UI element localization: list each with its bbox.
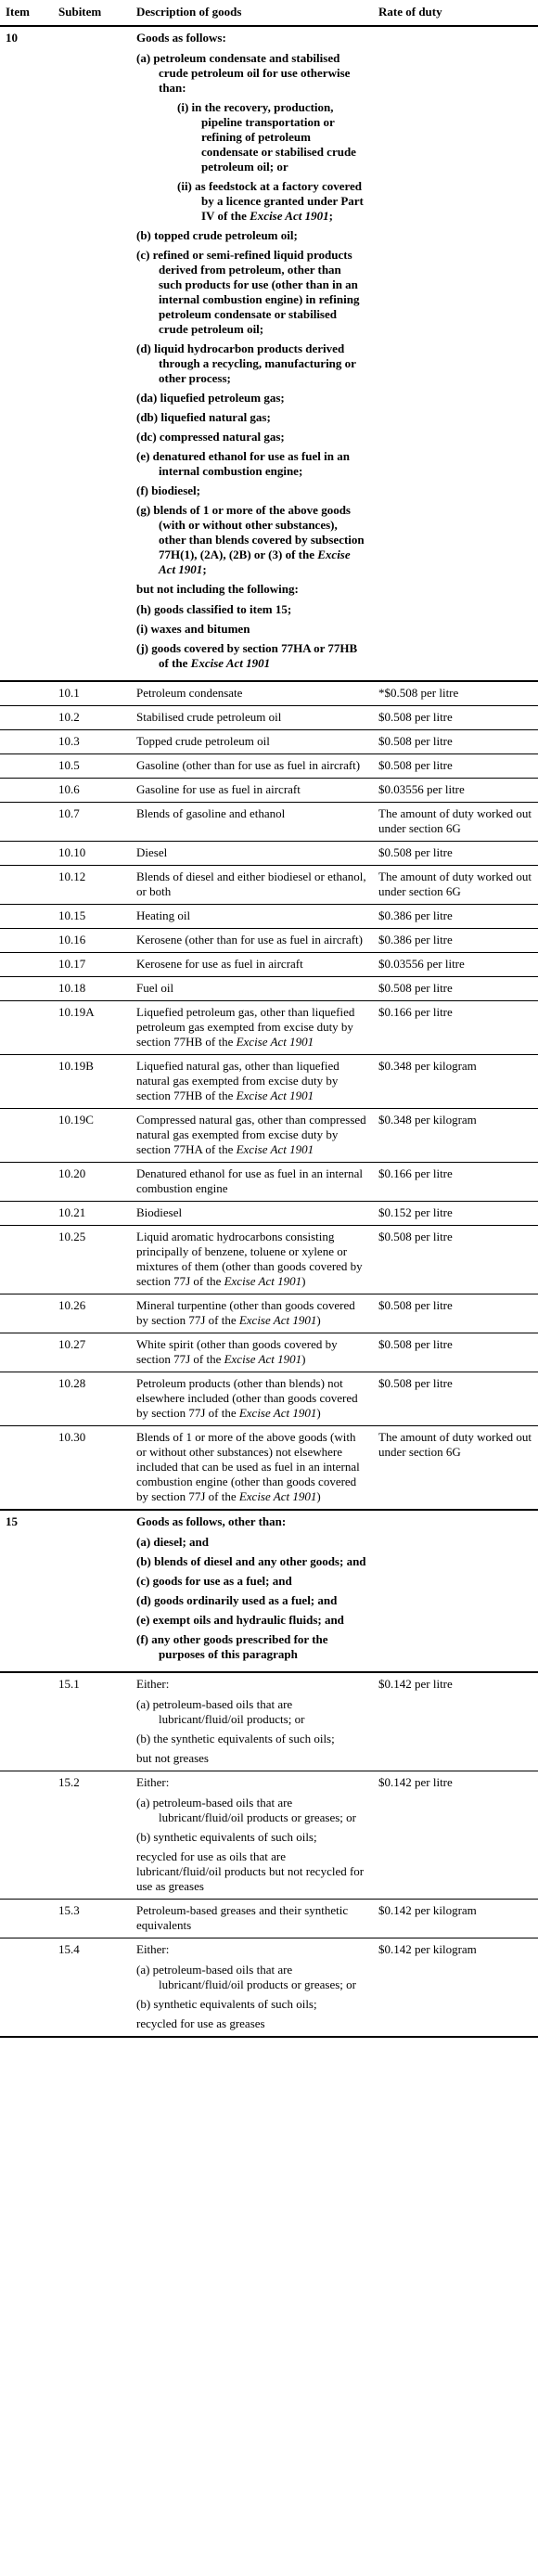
header-description: Description of goods — [131, 0, 373, 26]
table-row — [0, 905, 538, 929]
subitem-description: Topped crude petroleum oil — [131, 730, 373, 754]
item-15-description — [131, 1510, 373, 1672]
subitem-number: 10.19C — [53, 1109, 131, 1163]
item-15-intro: Goods as follows, other than: — [136, 1514, 287, 1528]
table-row — [0, 1938, 538, 2038]
subitem-rate: $0.03556 per litre — [373, 953, 538, 977]
subitem-description: Blends of diesel and either biodiesel or ethanol, or both — [131, 866, 373, 905]
header-item: Item — [0, 0, 53, 26]
item-10-para-j: (j) goods covered by section 77HA or 77HB of the Excise Act 1901 — [136, 641, 358, 670]
item-10-para-a-ii: (ii) as feedstock at a factory covered by a licence granted under Part IV of the Excise Act 1901; — [177, 179, 364, 223]
subitem-number: 10.16 — [53, 929, 131, 953]
subitem-description: Blends of gasoline and ethanol — [131, 803, 373, 842]
table-row — [0, 1163, 538, 1202]
item-10-para-db: (db) liquefied natural gas; — [136, 410, 271, 424]
table-row — [0, 977, 538, 1001]
subitem-description: Heating oil — [131, 905, 373, 929]
subitem-rate: $0.142 per litre — [373, 1771, 538, 1900]
item-10-para-h: (h) goods classified to item 15; — [136, 602, 292, 616]
table-row — [0, 1226, 538, 1294]
subitem-description: Mineral turpentine (other than goods covered by section 77J of the Excise Act 1901) — [131, 1294, 373, 1333]
subitem-description: Liquid aromatic hydrocarbons consisting principally of benzene, toluene or xylene or mixtures of them (other than goods covered by section 77J of the Excise Act 1901) — [131, 1226, 373, 1294]
subitem-description: Liquefied natural gas, other than liquefied natural gas exempted from excise duty by section 77HB of the Excise Act 1901 — [131, 1055, 373, 1109]
subitem-description: Liquefied petroleum gas, other than liquefied petroleum gas exempted from excise duty by section 77HB of the Excise Act 1901 — [131, 1001, 373, 1055]
subitem-number: 10.18 — [53, 977, 131, 1001]
subitem-description: Biodiesel — [131, 1202, 373, 1226]
table-row — [0, 1001, 538, 1055]
item-15-para-c: (c) goods for use as a fuel; and — [136, 1574, 292, 1588]
item-10-para-da: (da) liquefied petroleum gas; — [136, 391, 285, 405]
subitem-rate: $0.348 per kilogram — [373, 1055, 538, 1109]
subitem-number: 15.1 — [53, 1672, 131, 1771]
subitem-number: 10.2 — [53, 706, 131, 730]
subitem-number: 10.25 — [53, 1226, 131, 1294]
subitem-rate: $0.386 per litre — [373, 905, 538, 929]
item-10-para-b: (b) topped crude petroleum oil; — [136, 228, 298, 242]
table-row — [0, 1202, 538, 1226]
table-row — [0, 803, 538, 842]
subitem-rate: $0.166 per litre — [373, 1001, 538, 1055]
item-10-exclusions-intro: but not including the following: — [136, 582, 299, 596]
subitem-rate: $0.508 per litre — [373, 842, 538, 866]
subitem-number: 10.7 — [53, 803, 131, 842]
subitem-number: 10.6 — [53, 779, 131, 803]
subitem-rate: The amount of duty worked out under section 6G — [373, 866, 538, 905]
item-10-intro: Goods as follows: — [136, 31, 226, 45]
subitem-rate: $0.142 per kilogram — [373, 1900, 538, 1938]
subitem-number: 10.10 — [53, 842, 131, 866]
item-10-para-a: (a) petroleum condensate and stabilised crude petroleum oil for use otherwise than: — [136, 51, 351, 95]
item-10-subitems — [0, 681, 538, 1510]
table-row — [0, 706, 538, 730]
table-row — [0, 681, 538, 706]
subitem-number: 10.15 — [53, 905, 131, 929]
item-10-para-d: (d) liquid hydrocarbon products derived through a recycling, manufacturing or other process; — [136, 341, 356, 385]
subitem-description: Kerosene for use as fuel in aircraft — [131, 953, 373, 977]
subitem-rate: $0.508 per litre — [373, 1333, 538, 1372]
table-row — [0, 1426, 538, 1511]
table-row — [0, 1900, 538, 1938]
subitem-number: 10.17 — [53, 953, 131, 977]
subitem-description: Kerosene (other than for use as fuel in aircraft) — [131, 929, 373, 953]
item-15-para-b: (b) blends of diesel and any other goods; and — [136, 1554, 366, 1568]
table-row — [0, 842, 538, 866]
subitem-number: 15.2 — [53, 1771, 131, 1900]
subitem-number: 10.19B — [53, 1055, 131, 1109]
item-10-para-e: (e) denatured ethanol for use as fuel in an internal combustion engine; — [136, 449, 350, 478]
subitem-rate: $0.142 per litre — [373, 1672, 538, 1771]
table-row — [0, 953, 538, 977]
subitem-number: 10.20 — [53, 1163, 131, 1202]
subitem-number: 10.28 — [53, 1372, 131, 1426]
subitem-description: Stabilised crude petroleum oil — [131, 706, 373, 730]
subitem-description: Compressed natural gas, other than compressed natural gas exempted from excise duty by section 77HA of the Excise Act 1901 — [131, 1109, 373, 1163]
subitem-number: 10.5 — [53, 754, 131, 779]
subitem-description: Petroleum-based greases and their synthetic equivalents — [131, 1900, 373, 1938]
item-10-description — [131, 26, 373, 681]
subitem-number: 10.12 — [53, 866, 131, 905]
subitem-rate: $0.508 per litre — [373, 1226, 538, 1294]
item-10-para-a-i: (i) in the recovery, production, pipeline transportation or refining of petroleum condensate or stabilised crude petroleum oil; or — [177, 100, 356, 174]
subitem-number: 10.19A — [53, 1001, 131, 1055]
subitem-description: White spirit (other than goods covered by section 77J of the Excise Act 1901) — [131, 1333, 373, 1372]
subitem-description: Either: (a) petroleum-based oils that are lubricant/fluid/oil products or greases; or (b) synthetic equivalents of such oils; recycled for use as oils that are lubricant/fluid/oil products but not recycled for use as greases — [131, 1771, 373, 1900]
subitem-rate: $0.166 per litre — [373, 1163, 538, 1202]
item-10-row — [0, 26, 538, 681]
subitem-description: Gasoline (other than for use as fuel in aircraft) — [131, 754, 373, 779]
subitem-number: 10.26 — [53, 1294, 131, 1333]
table-row — [0, 1771, 538, 1900]
subitem-rate: $0.508 per litre — [373, 754, 538, 779]
item-number: 15 — [0, 1510, 53, 1672]
table-row — [0, 929, 538, 953]
table-row — [0, 1672, 538, 1771]
item-15-para-f: (f) any other goods prescribed for the purposes of this paragraph — [136, 1632, 328, 1661]
table-row — [0, 1294, 538, 1333]
item-15-para-d: (d) goods ordinarily used as a fuel; and — [136, 1593, 338, 1607]
subitem-rate: The amount of duty worked out under section 6G — [373, 803, 538, 842]
subitem-description: Petroleum products (other than blends) not elsewhere included (other than goods covered by section 77J of the Excise Act 1901) — [131, 1372, 373, 1426]
subitem-rate: $0.152 per litre — [373, 1202, 538, 1226]
table-row — [0, 866, 538, 905]
subitem-number: 10.27 — [53, 1333, 131, 1372]
subitem-rate: $0.386 per litre — [373, 929, 538, 953]
subitem-rate: $0.142 per kilogram — [373, 1938, 538, 2038]
item-10-para-c: (c) refined or semi-refined liquid products derived from petroleum, other than such products for use (other than in an internal combustion engine) in refining petroleum condensate or stabilised crude petroleum oil; — [136, 248, 360, 336]
subitem-rate: The amount of duty worked out under section 6G — [373, 1426, 538, 1511]
subitem-number: 10.3 — [53, 730, 131, 754]
item-10-para-f: (f) biodiesel; — [136, 483, 200, 497]
table-row — [0, 1333, 538, 1372]
table-row — [0, 1109, 538, 1163]
header-row — [0, 0, 538, 26]
table-row — [0, 779, 538, 803]
subitem-rate: $0.508 per litre — [373, 730, 538, 754]
subitem-number: 10.1 — [53, 681, 131, 706]
item-10-para-g: (g) blends of 1 or more of the above goods (with or without other substances), other than blends covered by subsection 77H(1), (2A), (2B) or (3) of the Excise Act 1901; — [136, 503, 365, 576]
table-row — [0, 730, 538, 754]
subitem-rate: *$0.508 per litre — [373, 681, 538, 706]
subitem-rate: $0.508 per litre — [373, 1372, 538, 1426]
item-15-para-e: (e) exempt oils and hydraulic fluids; and — [136, 1613, 344, 1627]
table-row — [0, 1055, 538, 1109]
table-row — [0, 1372, 538, 1426]
subitem-rate: $0.348 per kilogram — [373, 1109, 538, 1163]
subitem-rate: $0.508 per litre — [373, 706, 538, 730]
subitem-description: Fuel oil — [131, 977, 373, 1001]
subitem-description: Diesel — [131, 842, 373, 866]
subitem-rate: $0.508 per litre — [373, 977, 538, 1001]
item-number: 10 — [0, 26, 53, 681]
subitem-description: Blends of 1 or more of the above goods (with or without other substances) not elsewhere included that can be used as fuel in an internal combustion engine (other than goods covered by section 77J of the Excise Act 1901) — [131, 1426, 373, 1511]
item-15-row — [0, 1510, 538, 1672]
item-10-para-i: (i) waxes and bitumen — [136, 622, 250, 636]
subitem-description: Either: (a) petroleum-based oils that are lubricant/fluid/oil products or greases; or (b) synthetic equivalents of such oils; recycled for use as greases — [131, 1938, 373, 2038]
subitem-number: 10.21 — [53, 1202, 131, 1226]
subitem-number: 15.3 — [53, 1900, 131, 1938]
subitem-rate: $0.03556 per litre — [373, 779, 538, 803]
subitem-rate: $0.508 per litre — [373, 1294, 538, 1333]
header-subitem: Subitem — [53, 0, 131, 26]
subitem-description: Gasoline for use as fuel in aircraft — [131, 779, 373, 803]
item-15-para-a: (a) diesel; and — [136, 1535, 209, 1549]
subitem-description: Petroleum condensate — [131, 681, 373, 706]
header-rate: Rate of duty — [373, 0, 538, 26]
item-10-para-dc: (dc) compressed natural gas; — [136, 430, 285, 444]
subitem-description: Denatured ethanol for use as fuel in an internal combustion engine — [131, 1163, 373, 1202]
table-row — [0, 754, 538, 779]
subitem-description: Either: (a) petroleum-based oils that are lubricant/fluid/oil products; or (b) the synthetic equivalents of such oils; but not greases — [131, 1672, 373, 1771]
subitem-number: 15.4 — [53, 1938, 131, 2038]
subitem-number: 10.30 — [53, 1426, 131, 1511]
